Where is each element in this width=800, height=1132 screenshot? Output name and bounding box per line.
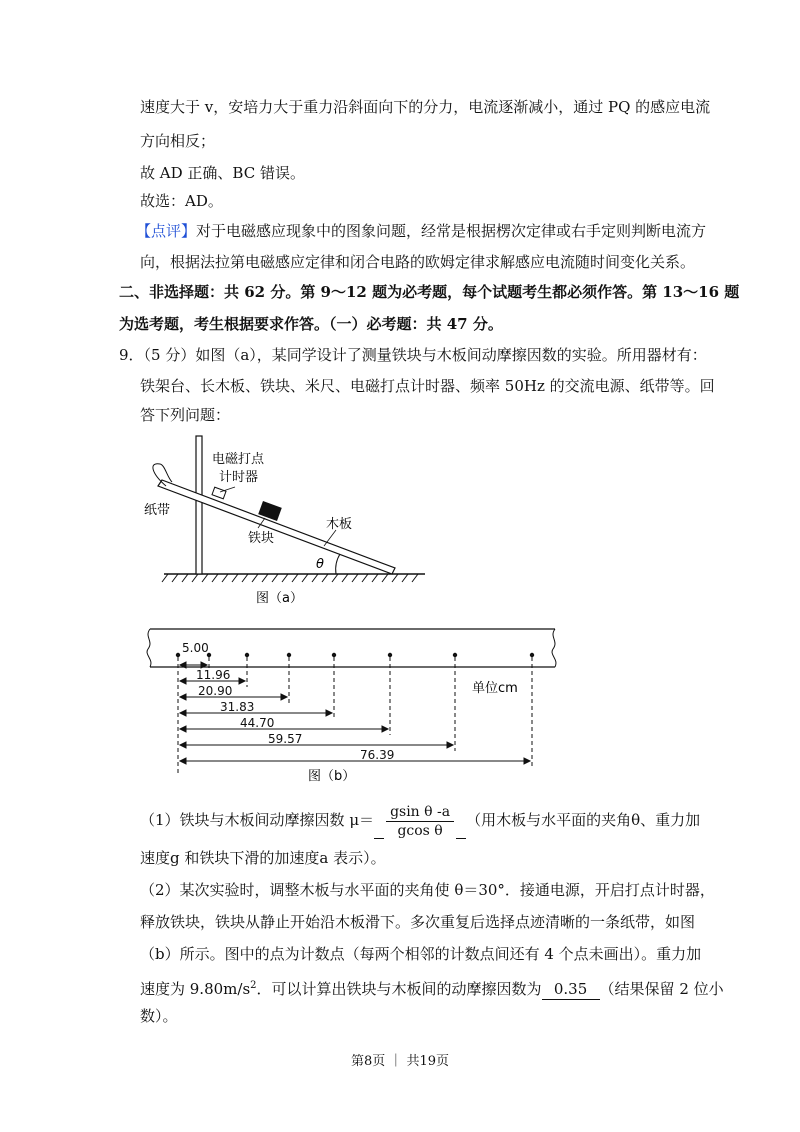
- comment-text: 对于电磁感应现象中的图象问题，经常是根据楞次定律或右手定则判断电流方: [196, 222, 707, 240]
- distance-label-4: 44.70: [240, 716, 275, 730]
- dot-0: [176, 653, 180, 657]
- part2-suffix: （结果保留 2 位小: [599, 980, 724, 998]
- page-footer: [0, 1050, 800, 1069]
- part2-line-1: （2）某次实验时，调整木板与水平面的夹角使 θ＝30°．接通电源，开启打点计时器，: [140, 881, 715, 899]
- block-label: 铁块: [248, 531, 275, 546]
- unit-label: 单位cm: [472, 681, 518, 696]
- ground-hatch: [162, 574, 418, 582]
- mu-formula: [386, 803, 454, 840]
- mu-denominator: gcos θ: [397, 822, 443, 839]
- distance-label-6: 76.39: [360, 748, 395, 762]
- timer-label-1: 电磁打点: [212, 452, 265, 467]
- distance-label-3: 31.83: [220, 700, 255, 714]
- answer-blank-2: 0.35: [542, 979, 600, 1000]
- question-line-2: 铁架台、长木板、铁块、米尺、电磁打点计时器、频率 50Hz 的交流电源、纸带等。回: [140, 377, 715, 395]
- analysis-line-3: 故 AD 正确、BC 错误。: [140, 164, 305, 182]
- dot-5: [388, 653, 392, 657]
- timer-label-2: 计时器: [219, 470, 259, 485]
- analysis-line-1: 速度大于 v，安培力大于重力沿斜面向下的分力，电流逐渐减小，通过 PQ 的感应电流: [140, 98, 711, 116]
- mu-numerator: gsin θ -a: [386, 803, 454, 822]
- part2-exponent: 2: [250, 980, 257, 991]
- dot-7: [530, 653, 534, 657]
- figure-b-caption: 图（b）: [308, 769, 356, 784]
- wooden-board: [158, 480, 395, 574]
- dot-6: [453, 653, 457, 657]
- count-dots: [176, 653, 534, 657]
- figure-a-diagram: [140, 432, 440, 610]
- board-label: 木板: [326, 517, 353, 532]
- distance-label-5: 59.57: [268, 732, 303, 746]
- analysis-line-2: 方向相反；: [140, 132, 216, 150]
- answer-blank-pad-right: [456, 802, 466, 839]
- answer-blank-pad-left: [374, 802, 384, 839]
- dot-4: [332, 653, 336, 657]
- figure-a-caption: 图（a）: [256, 591, 303, 606]
- angle-arc: [336, 554, 340, 574]
- distance-label-2: 20.90: [198, 684, 233, 698]
- footer-separator: ｜: [389, 1054, 403, 1069]
- iron-stand: [196, 436, 202, 574]
- question-line-3: 答下列问题：: [140, 406, 231, 424]
- tape-edges: [150, 629, 555, 667]
- part1-line-2: 速度g 和铁块下滑的加速度a 表示）。: [140, 849, 386, 867]
- part1-prefix: （1）铁块与木板间动摩擦因数 μ＝: [140, 811, 375, 829]
- tape-left-tear: [147, 629, 151, 667]
- part2-line-2: 释放铁块，铁块从静止开始沿木板滑下。多次重复后选择点迹清晰的一条纸带，如图: [140, 913, 696, 931]
- dot-2: [245, 653, 249, 657]
- timer-box: [212, 487, 226, 499]
- page-total: 共19页: [406, 1054, 450, 1069]
- part2-mid-text: ．可以计算出铁块与木板间的动摩擦因数为: [256, 980, 542, 998]
- part1-suffix: （用木板与水平面的夹角θ、重力加: [466, 811, 701, 829]
- comment-line-1: [136, 221, 706, 241]
- analysis-line-4: 故选：AD。: [140, 192, 223, 210]
- part2-gravity-text: 速度为 9.80m/s: [140, 980, 251, 998]
- figure-b-diagram: [140, 625, 560, 785]
- page-number: 第8页: [350, 1054, 386, 1069]
- part2-line-4: [140, 976, 724, 1000]
- distance-label-1: 11.96: [196, 668, 231, 682]
- angle-label: θ: [316, 557, 324, 572]
- section-heading-line-1: 二、非选择题：共 62 分。第 9～12 题为必考题，每个试题考生都必须作答。第 13～16 题: [119, 283, 740, 301]
- part1-line-1: [140, 802, 700, 840]
- comment-line-2: 向，根据法拉第电磁感应定律和闭合电路的欧姆定律求解感应电流随时间变化关系。: [140, 253, 696, 271]
- dot-3: [287, 653, 291, 657]
- part2-line-3: （b）所示。图中的点为计数点（每两个相邻的计数点间还有 4 个点未画出）。重力加: [140, 945, 702, 963]
- comment-tag: 【点评】: [136, 222, 197, 240]
- tape-label: 纸带: [144, 503, 171, 518]
- part2-line-5: 数）。: [140, 1007, 178, 1025]
- question-line-1: 9．（5 分）如图（a），某同学设计了测量铁块与木板间动摩擦因数的实验。所用器材有：: [119, 346, 707, 364]
- section-heading-line-2: 为选考题，考生根据要求作答。（一）必考题：共 47 分。: [119, 315, 503, 333]
- distance-label-0: 5.00: [182, 641, 209, 655]
- dashed-guides: [178, 657, 532, 773]
- tape-right-tear: [552, 629, 556, 667]
